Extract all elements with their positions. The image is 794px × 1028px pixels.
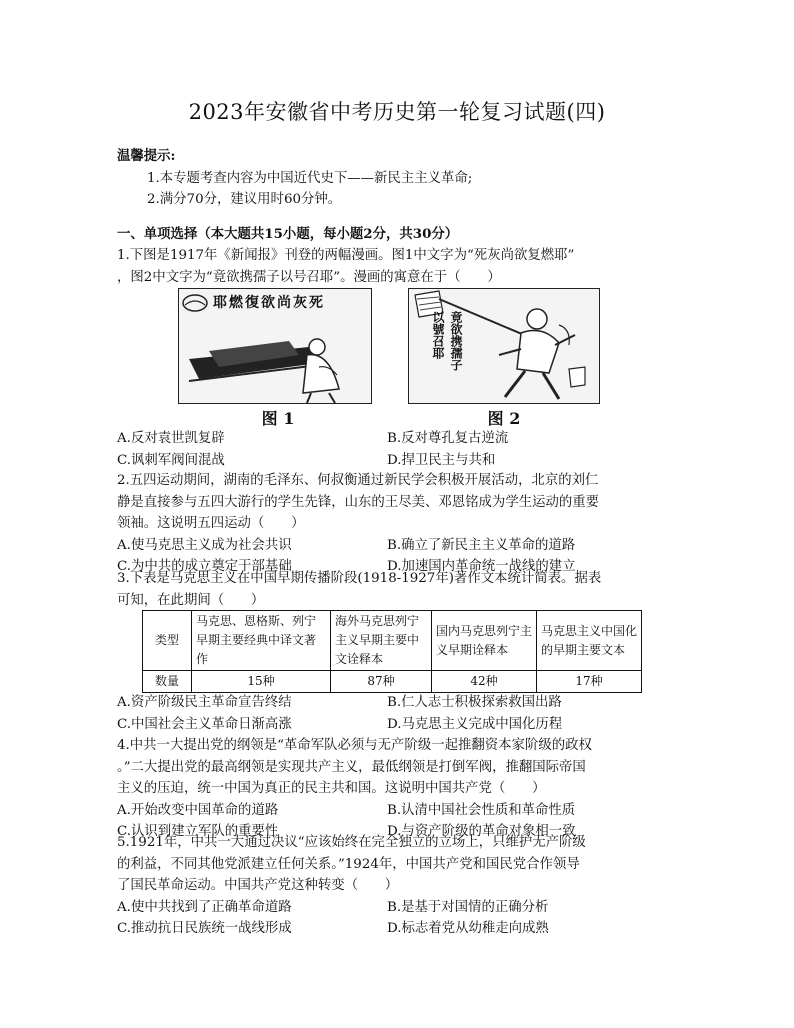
table-cell: 海外马克思列宁主义早期主要中文诠释本: [331, 611, 432, 671]
table-cell: 马克思主义中国化的早期主要文本: [537, 611, 642, 671]
question-5-line: 了国民革命运动。中国共产党这种转变（ ）: [117, 878, 399, 893]
question-1-options: [117, 428, 687, 471]
question-5-line: 5.1921年，中共一大通过决议“应该始终在完全独立的立场上，只维护无产阶级: [117, 835, 586, 850]
table-row: [143, 611, 642, 671]
page-title: 2023年安徽省中考历史第一轮复习试题(四): [188, 100, 606, 124]
tip-item: 1.本专题考查内容为中国近代史下——新民主主义革命;: [147, 170, 473, 186]
option-b: B.仁人志士积极探索救国出路: [387, 695, 562, 710]
question-5-line: 的利益，不同其他党派建立任何关系。”1924年，中国共产党和国民党合作领导: [117, 856, 580, 872]
question-3-line: 可知，在此期间（ ）: [117, 592, 265, 608]
option-c: C.讽刺军阀间混战: [117, 452, 225, 468]
option-c: C.为中共的成立奠定干部基础: [117, 559, 292, 574]
cartoon-2-text-left: 以號召耶: [431, 311, 445, 359]
question-5-options: [117, 897, 687, 940]
table-cell: 42种: [432, 671, 537, 693]
table-cell: 15种: [192, 671, 331, 693]
table-cell: 马克思、恩格斯、列宁早期主要经典中译文著作: [192, 611, 331, 671]
table-row: [143, 671, 642, 693]
option-d: D.捍卫民主与共和: [387, 452, 496, 468]
question-3-stem: [117, 568, 687, 611]
question-3-options: [117, 692, 687, 735]
option-c: C.中国社会主义革命日渐高涨: [117, 716, 292, 732]
table-cell: 类型: [143, 611, 192, 671]
option-d: D.标志着党从幼稚走向成熟: [387, 921, 549, 936]
question-2-line: 静是直接参与五四大游行的学生先锋，山东的王尽美、邓恩铭成为学生运动的重要: [117, 494, 600, 510]
table-cell: 国内马克思列宁主义早期诠释本: [432, 611, 537, 671]
option-c: C.认识到建立军队的重要性: [117, 824, 279, 839]
option-a: A.使中共找到了正确革命道路: [117, 899, 292, 915]
table-cell: 87种: [331, 671, 432, 693]
option-a: A.反对袁世凯复辟: [117, 431, 225, 446]
question-1-line: 1.下图是1917年《新闻报》刊登的两幅漫画。图1中文字为“死灰尚欲复燃耶”: [117, 248, 575, 263]
option-c: C.推动抗日民族统一战线形成: [117, 921, 292, 936]
option-a: A.使马克思主义成为社会共识: [117, 537, 292, 553]
cartoon-figures: [178, 288, 598, 428]
question-4: [117, 735, 687, 843]
question-3-line: 3.下表是马克思主义在中国早期传播阶段(1918-1927年)著作文本统计简表。据表: [117, 571, 602, 586]
tips-heading: 温馨提示:: [117, 148, 176, 164]
option-d: D.马克思主义完成中国化历程: [387, 716, 563, 732]
option-d: D.与资产阶级的革命对象相一致: [387, 824, 576, 839]
figure-2-caption: 图 2: [487, 409, 521, 428]
question-2-line: 2.五四运动期间，湖南的毛泽东、何叔衡通过新民学会积极开展活动，北京的刘仁: [117, 473, 599, 488]
option-b: B.是基于对国情的正确分析: [387, 899, 549, 915]
table-cell: 数量: [143, 671, 192, 693]
question-4-line: 4.中共一大提出党的纲领是“革命军队必须与无产阶级一起推翻资本家阶级的政权: [117, 738, 592, 753]
option-d: D.加速国内革命统一战线的建立: [387, 559, 576, 574]
option-b: B.确立了新民主主义革命的道路: [387, 537, 576, 553]
section-heading: 一、单项选择（本大题共15小题，每小题2分，共30分）: [117, 226, 459, 242]
table-cell: 17种: [537, 671, 642, 693]
cartoon-1-text: 耶燃復欲尚灰死: [213, 295, 325, 311]
statistics-table: [142, 610, 642, 693]
option-b: B.认清中国社会性质和革命性质: [387, 802, 576, 818]
option-a: A.开始改变中国革命的道路: [117, 802, 279, 818]
question-1-line: ，图2中文字为“竟欲携孺子以号召耶”。漫画的寓意在于（ ）: [117, 269, 501, 285]
question-2-line: 领袖。这说明五四运动（ ）: [117, 516, 305, 531]
question-5: [117, 832, 687, 940]
option-b: B.反对尊孔复古逆流: [387, 431, 509, 446]
cartoon-2-text-right: 竟欲携孺子: [449, 311, 463, 371]
tip-item: 2.满分70分，建议用时60分钟。: [147, 192, 342, 207]
question-4-line: 。”二大提出党的最高纲领是实现共产主义，最低纲领是打倒军阀，推翻国际帝国: [117, 759, 586, 775]
tips: [117, 146, 687, 211]
question-4-line: 主义的压迫，统一中国为真正的民主共和国。这说明中国共产党（ ）: [117, 781, 546, 796]
figure-1-caption: 图 1: [261, 409, 295, 428]
cartoon-figure-1: [178, 288, 372, 404]
option-a: A.资产阶级民主革命宣告终结: [117, 695, 292, 710]
cartoon-figure-2: [408, 288, 600, 404]
question-2: [117, 470, 687, 578]
question-1-stem: [117, 245, 687, 288]
